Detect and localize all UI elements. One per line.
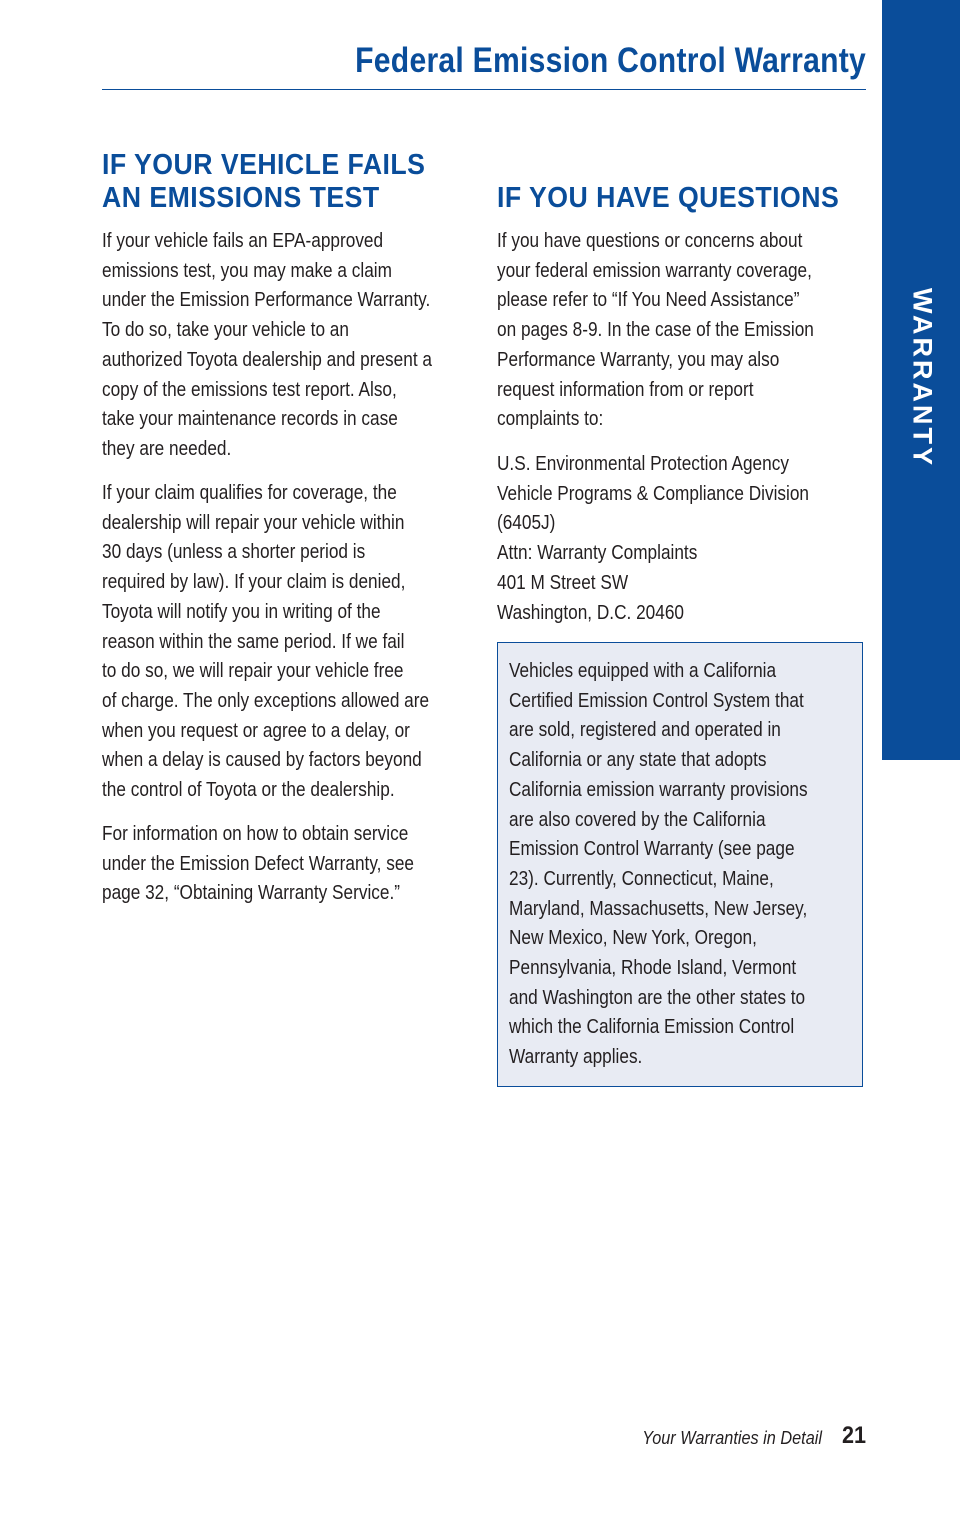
text-line: required by law). If your claim is denied,: [102, 570, 406, 594]
text-line: request information from or report: [497, 377, 754, 401]
text-line: Toyota will notify you in writing of the: [102, 599, 381, 623]
text-line: to do so, we will repair your vehicle free: [102, 659, 404, 683]
address-line: 401 M Street SW: [497, 570, 629, 594]
text-line: copy of the emissions test report. Also,: [102, 377, 397, 401]
text-line: Certified Emission Control System that: [509, 688, 804, 712]
text-line: and Washington are the other states to: [509, 985, 806, 1009]
text-line: under the Emission Performance Warranty.: [102, 288, 431, 312]
text-line: of charge. The only exceptions allowed are: [102, 688, 430, 712]
section-tab-label: WARRANTY: [907, 288, 938, 468]
text-line: the control of Toyota or the dealership.: [102, 778, 395, 802]
title-rule: [102, 89, 866, 90]
address-line: Washington, D.C. 20460: [497, 600, 684, 624]
text-line: complaints to:: [497, 407, 604, 431]
text-line: take your maintenance records in case: [102, 407, 398, 431]
text-line: Pennsylvania, Rhode Island, Vermont: [509, 956, 797, 980]
address-line: (6405J): [497, 511, 556, 535]
left-heading-line-2: AN EMISSIONS TEST: [102, 182, 380, 214]
text-line: when you request or agree to a delay, or: [102, 718, 410, 742]
text-line: If your claim qualifies for coverage, the: [102, 481, 397, 504]
text-line: 30 days (unless a shorter period is: [102, 540, 366, 564]
right-heading: IF YOU HAVE QUESTIONS: [497, 182, 840, 214]
address-line: Attn: Warranty Complaints: [497, 541, 698, 565]
page-number: 21: [841, 1422, 866, 1449]
left-paragraph-3: [102, 819, 414, 908]
text-line: dealership will repair your vehicle within: [102, 510, 405, 534]
text-line: emissions test, you may make a claim: [102, 258, 392, 282]
address-line: U.S. Environmental Protection Agency: [497, 452, 789, 475]
text-line: If your vehicle fails an EPA-approved: [102, 229, 384, 252]
text-line: For information on how to obtain service: [102, 822, 409, 845]
text-line: your federal emission warranty coverage,: [497, 258, 812, 282]
text-line: are also covered by the California: [509, 807, 766, 831]
text-line: Warranty applies.: [509, 1045, 643, 1069]
right-paragraph-1: [497, 226, 814, 434]
text-line: If you have questions or concerns about: [497, 229, 803, 252]
left-paragraph-1: [102, 226, 432, 464]
left-heading-line-1: IF YOUR VEHICLE FAILS: [102, 149, 426, 181]
epa-address: [497, 449, 809, 627]
footer-section-name: Your Warranties in Detail: [642, 1427, 822, 1448]
text-line: they are needed.: [102, 436, 232, 460]
text-line: under the Emission Defect Warranty, see: [102, 851, 415, 875]
text-line: California emission warranty provisions: [509, 777, 808, 801]
address-line: Vehicle Programs & Compliance Division: [497, 481, 810, 505]
text-line: reason within the same period. If we fail: [102, 629, 405, 653]
text-line: are sold, registered and operated in: [509, 718, 781, 742]
text-line: on pages 8-9. In the case of the Emission: [497, 318, 814, 342]
text-line: California or any state that adopts: [509, 748, 767, 772]
text-line: 23). Currently, Connecticut, Maine,: [509, 866, 774, 890]
text-line: when a delay is caused by factors beyond: [102, 748, 422, 772]
text-line: Maryland, Massachusetts, New Jersey,: [509, 896, 808, 920]
california-callout-text: [509, 656, 808, 1072]
text-line: New Mexico, New York, Oregon,: [509, 926, 757, 950]
text-line: Performance Warranty, you may also: [497, 347, 780, 371]
text-line: Emission Control Warranty (see page: [509, 837, 795, 861]
left-paragraph-2: [102, 478, 429, 805]
text-line: authorized Toyota dealership and present a: [102, 347, 432, 371]
text-line: page 32, “Obtaining Warranty Service.”: [102, 881, 400, 905]
text-line: To do so, take your vehicle to an: [102, 318, 349, 342]
text-line: which the California Emission Control: [509, 1015, 795, 1039]
text-line: please refer to “If You Need Assistance”: [497, 288, 800, 312]
text-line: Vehicles equipped with a California: [509, 659, 777, 682]
page-title: Federal Emission Control Warranty: [355, 41, 866, 80]
